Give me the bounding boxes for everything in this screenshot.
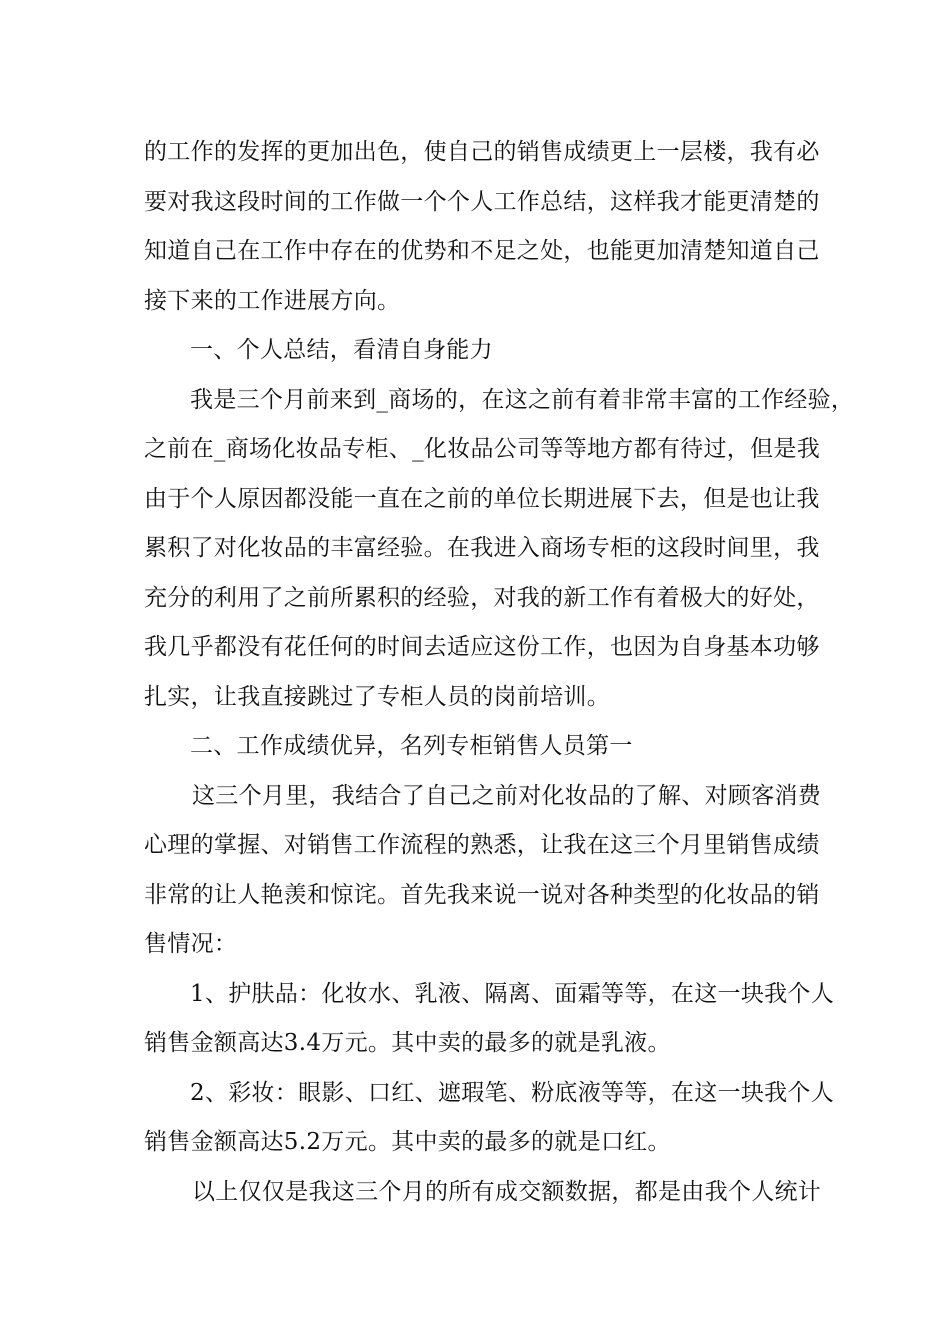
paragraph-line: 知道自己在工作中存在的优势和不足之处，也能更加清楚知道自己 <box>144 238 820 264</box>
paragraph-line: 要对我这段时间的工作做一个个人工作总结，这样我才能更清楚的 <box>144 188 820 215</box>
paragraph-line: 这三个月里，我结合了自己之前对化妆品的了解、对顾客消费 <box>192 782 822 809</box>
paragraph-line: 由于个人原因都没能一直在之前的单位长期进展下去，但是也让我 <box>144 485 820 512</box>
list-item-continuation: 销售金额高达3.4万元。其中卖的最多的就是乳液。 <box>144 1030 671 1056</box>
section-heading: 二、工作成绩优异，名列专柜销售人员第一 <box>190 733 633 759</box>
paragraph-line: 扎实，让我直接跳过了专柜人员的岗前培训。 <box>144 683 610 710</box>
paragraph-line: 充分的利用了之前所累积的经验，对我的新工作有着极大的好处， <box>144 584 820 611</box>
paragraph-line: 售情况： <box>144 931 238 957</box>
paragraph-line: 之前在_商场化妆品专柜、_化妆品公司等等地方都有待过，但是我 <box>144 436 820 462</box>
paragraph-line: 接下来的工作进展方向。 <box>144 287 401 314</box>
paragraph-line: 我几乎都没有花任何的时间去适应这份工作，也因为自身基本功够 <box>144 634 820 660</box>
paragraph-line: 心理的掌握、对销售工作流程的熟悉，让我在这三个月里销售成绩 <box>144 832 820 858</box>
paragraph-line: 以上仅仅是我这三个月的所有成交额数据，都是由我个人统计 <box>192 1178 822 1205</box>
paragraph-line: 非常的让人艳羡和惊诧。首先我来说一说对各种类型的化妆品的销 <box>144 881 820 908</box>
section-heading: 一、个人总结，看清自身能力 <box>190 337 493 363</box>
document-body <box>144 128 855 1217</box>
list-item: 2、彩妆：眼影、口红、遮瑕笔、粉底液等等，在这一块我个人 <box>190 1079 835 1106</box>
paragraph-line: 累积了对化妆品的丰富经验。在我进入商场专柜的这段时间里，我 <box>144 535 820 561</box>
list-item: 1、护肤品：化妆水、乳液、隔离、面霜等等，在这一块我个人 <box>190 980 835 1007</box>
paragraph-line: 的工作的发挥的更加出色，使自己的销售成绩更上一层楼，我有必 <box>144 139 820 165</box>
list-item-continuation: 销售金额高达5.2万元。其中卖的最多的就是口红。 <box>144 1129 671 1155</box>
paragraph-line: 我是三个月前来到_商场的，在这之前有着非常丰富的工作经验， <box>190 386 855 413</box>
